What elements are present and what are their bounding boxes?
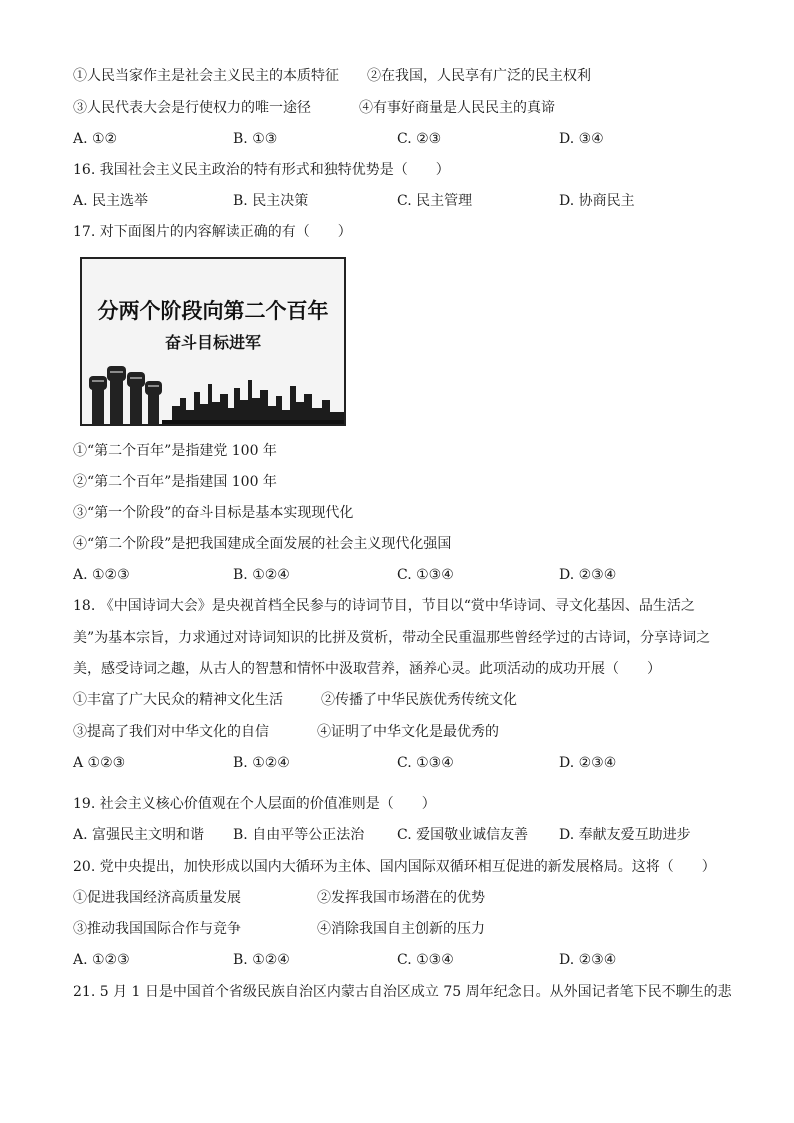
q17-statement-1: ①“第二个百年”是指建党 100 年: [73, 443, 277, 459]
q18-option-b[interactable]: B. ①②④: [233, 755, 290, 771]
q15-statement-3: ③人民代表大会是行使权力的唯一途径: [73, 100, 311, 116]
q15-statements-row1: [73, 66, 733, 86]
q18-option-d[interactable]: D. ②③④: [559, 755, 617, 771]
q18-statement-4: ④证明了中华文化是最优秀的: [317, 724, 499, 740]
q17-statement-3: ③“第一个阶段”的奋斗目标是基本实现现代化: [73, 505, 354, 521]
q18-options: [73, 753, 733, 773]
q17-options: [73, 565, 733, 585]
q17-statement-4: ④“第二个阶段”是把我国建成全面发展的社会主义现代化强国: [73, 536, 452, 552]
poster-title-line1: 分两个阶段向第二个百年: [97, 299, 329, 323]
q15-option-d[interactable]: D. ③④: [559, 131, 604, 147]
q18-option-c[interactable]: C. ①③④: [397, 755, 454, 771]
q16-option-a[interactable]: A. 民主选举: [73, 193, 149, 209]
q16-option-b[interactable]: B. 民主决策: [233, 193, 309, 209]
q19-option-a[interactable]: A. 富强民主文明和谐: [73, 827, 205, 843]
q18-stem-line2: 美”为基本宗旨，力求通过对诗词知识的比拼及赏析，带动全民重温那些曾经学过的古诗词，分享诗词之: [73, 630, 711, 646]
q18-statement-2: ②传播了中华民族优秀传统文化: [321, 692, 517, 708]
q20-option-b[interactable]: B. ①②④: [233, 952, 290, 968]
q17-stem: 17. 对下面图片的内容解读正确的有（ ）: [73, 224, 352, 240]
q19-stem: 19. 社会主义核心价值观在个人层面的价值准则是（ ）: [73, 796, 436, 812]
q15-statement-2: ②在我国，人民享有广泛的民主权利: [367, 68, 591, 84]
q16-stem: 16. 我国社会主义民主政治的特有形式和独特优势是（ ）: [73, 162, 450, 178]
q18-statements-row1: [73, 690, 733, 710]
q19-option-b[interactable]: B. 自由平等公正法治: [233, 827, 365, 843]
q15-statement-4: ④有事好商量是人民民主的真谛: [359, 100, 555, 116]
q19-option-d[interactable]: D. 奉献友爱互助进步: [559, 827, 691, 843]
q20-option-c[interactable]: C. ①③④: [397, 952, 454, 968]
q20-statement-4: ④消除我国自主创新的压力: [317, 921, 485, 937]
q21-stem: 21. 5 月 1 日是中国首个省级民族自治区内蒙古自治区成立 75 周年纪念日。从外国记者笔下民不聊生的悲: [73, 984, 732, 1000]
q20-statement-2: ②发挥我国市场潜在的优势: [317, 890, 485, 906]
q17-poster-image: [80, 257, 346, 426]
poster-fists-skyline-icon: [82, 354, 344, 424]
q20-option-a[interactable]: A. ①②③: [73, 952, 130, 968]
q19-options: [73, 825, 733, 845]
q15-option-c[interactable]: C. ②③: [397, 131, 442, 147]
q20-statements-row1: [73, 888, 733, 908]
q20-option-d[interactable]: D. ②③④: [559, 952, 617, 968]
q20-statements-row2: [73, 919, 733, 939]
q15-options: [73, 129, 733, 149]
q16-option-d[interactable]: D. 协商民主: [559, 193, 635, 209]
q15-option-a[interactable]: A. ①②: [73, 131, 118, 147]
q17-option-b[interactable]: B. ①②④: [233, 567, 290, 583]
poster-title-line2: 奋斗目标进军: [164, 333, 261, 352]
q18-stem-line1: 18. 《中国诗词大会》是央视首档全民参与的诗词节目，节目以“赏中华诗词、寻文化基因、品生活之: [73, 598, 695, 614]
q18-statements-row2: [73, 722, 733, 742]
q18-option-a[interactable]: A ①②③: [73, 755, 126, 771]
q17-option-c[interactable]: C. ①③④: [397, 567, 454, 583]
q20-options: [73, 950, 733, 970]
q18-stem-line3: 美，感受诗词之趣，从古人的智慧和情怀中汲取营养，涵养心灵。此项活动的成功开展（ ）: [73, 661, 661, 677]
q18-statement-3: ③提高了我们对中华文化的自信: [73, 724, 269, 740]
q17-option-a[interactable]: A. ①②③: [73, 567, 130, 583]
q17-option-d[interactable]: D. ②③④: [559, 567, 617, 583]
q20-statement-3: ③推动我国国际合作与竞争: [73, 921, 241, 937]
q19-option-c[interactable]: C. 爱国敬业诚信友善: [397, 827, 529, 843]
q15-option-b[interactable]: B. ①③: [233, 131, 278, 147]
q20-stem: 20. 党中央提出，加快形成以国内大循环为主体、国内国际双循环相互促进的新发展格局。这将（ ）: [73, 859, 716, 875]
q20-statement-1: ①促进我国经济高质量发展: [73, 890, 241, 906]
q17-statement-2: ②“第二个百年”是指建国 100 年: [73, 474, 277, 490]
q15-statement-1: ①人民当家作主是社会主义民主的本质特征: [73, 68, 339, 84]
q15-statements-row2: [73, 98, 733, 118]
q16-options: [73, 191, 733, 211]
q18-statement-1: ①丰富了广大民众的精神文化生活: [73, 692, 283, 708]
q16-option-c[interactable]: C. 民主管理: [397, 193, 473, 209]
